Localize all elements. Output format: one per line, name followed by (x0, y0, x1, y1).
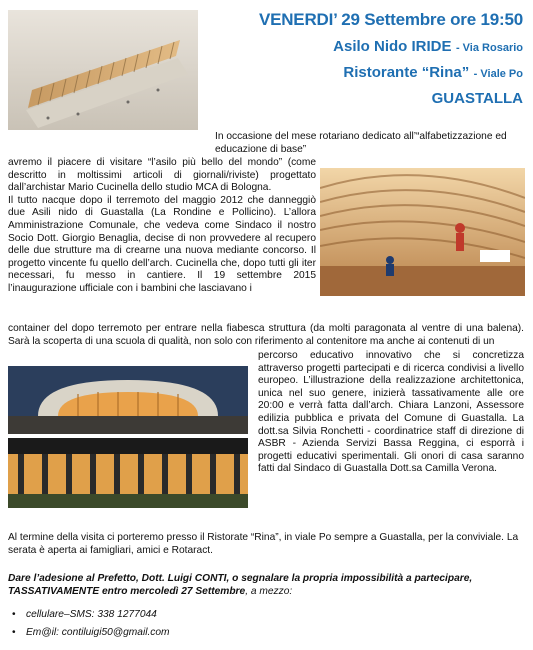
article-left-column (8, 157, 316, 296)
city-heading: GUASTALLA (431, 90, 523, 107)
event-date-heading: VENERDI’ 29 Settembre ore 19:50 (258, 10, 523, 29)
bullet-icon: • (12, 627, 16, 638)
paragraph-visit: avremo il piacere di visitare “l’asilo più bello del mondo” (come descritto in moltissimi articoli di giornali/riviste) progettato dall’archistar Mario Cucinella dello studio MCA di Bologna. (8, 157, 316, 194)
paragraph-history: Il tutto nacque dopo il terremoto del maggio 2012 che danneggiò due Asili nido di Guastalla (La Rondine e Pollicino). L’allora Amministrazione Comunale, che vedeva come Sindaco il nostro Socio Dott. Giorgio Benaglia, decise di non provvedere al recupero delle due strutture ma di crearne una nuova mediante concorso. Il progetto vincente fu quello dell’arch. Cucinella che, dopo tutti gli iter necessari, fu messo in cantiere. Il 19 settembre 2015 l’inaugurazione ufficiale con i bambini che lasciavano i (8, 194, 316, 294)
contact-email[interactable] (8, 624, 524, 642)
facade-photo (8, 438, 248, 508)
interior-photo (320, 168, 525, 296)
bullet-icon: • (12, 609, 16, 620)
paragraph-dinner: Al termine della visita ci porteremo presso il Ristorate “Rina”, in viale Po sempre a Guastalla, per la conviviale. La serata è aperta ai famigliari, amici e Rotaract. (8, 532, 519, 556)
contact-sms-text: cellulare–SMS: 338 1277044 (26, 609, 157, 620)
rsvp-deadline: TASSATIVAMENTE entro mercoledì 27 Settembre (8, 585, 246, 597)
building-model-photo (8, 10, 198, 130)
paragraph-history-continued: container del dopo terremoto per entrare nella fiabesca struttura (da molti paragonata al ventre di una balena). Sarà la scoperta di una scuola di qualità, non solo con riferimento al contenitore ma anche ai contenuti di un (8, 323, 524, 347)
exterior-night-photo (8, 366, 248, 434)
venue-1-name: Asilo Nido IRIDE (333, 38, 452, 55)
contact-sms (8, 606, 524, 624)
paragraph-program: percorso educativo innovativo che si concretizza attraverso progetti partecipati e di ricerca condivisi a livello europeo. L’illustrazione della realizzazione architettonica, unica nel suo genere, inizierà tassativamente alle ore 20:00 e verrà fatta dall’arch. Chiara Lanzoni, Assessore edilizia pubblica e privata del Comune di Guastalla. La dott.sa Silvia Ronchetti - coordinatrice staff di direzione di ASBR - Azienda Servizi Bassa Reggina, ci esporrà i progetti educativi sperimentali. Gli onori di casa saranno fatti dal Sindaco di Guastalla Dott.sa Camilla Verona. (258, 350, 524, 475)
rsvp-text (8, 573, 524, 598)
intro-text: In occasione del mese rotariano dedicato all’“alfabetizzazione ed educazione di base” (215, 131, 507, 155)
rsvp-lead: Dare l’adesione al Prefetto, Dott. Luigi CONTI, o segnalare la propria impossibilità a partecipare, (8, 573, 473, 584)
venue-1-address: - Via Rosario (455, 42, 523, 54)
venue-2 (343, 64, 523, 82)
contact-email-text[interactable]: Em@il: contiluigi50@gmail.com (26, 627, 170, 638)
venue-1 (333, 38, 523, 56)
venue-2-name: Ristorante “Rina” (343, 64, 470, 81)
contact-list (8, 606, 524, 642)
rsvp-tail: , a mezzo: (245, 585, 293, 597)
venue-2-address: - Viale Po (473, 68, 523, 80)
